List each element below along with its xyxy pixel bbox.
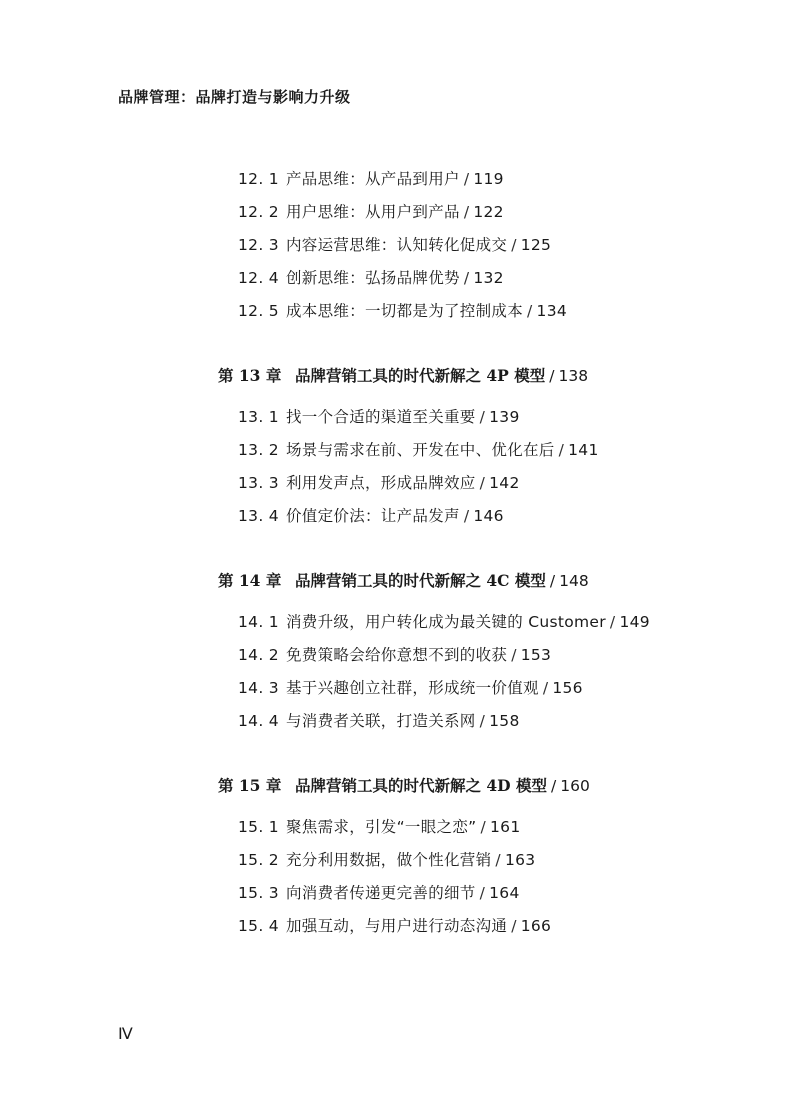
page-number: 163 <box>504 851 536 869</box>
page-number: 149 <box>619 613 650 631</box>
toc-entry-15-2[interactable] <box>238 848 535 870</box>
toc-entry-12-4[interactable] <box>238 266 504 288</box>
chapter-label: 第 15 章 <box>218 776 282 795</box>
chapter-label: 第 14 章 <box>218 571 282 590</box>
page-separator: / <box>495 851 501 869</box>
page-number: 139 <box>489 408 520 426</box>
page-separator: / <box>479 884 486 902</box>
section-number: 13. 2 <box>238 441 279 459</box>
section-title: 向消费者传递更完善的细节 <box>286 884 476 902</box>
toc-entry-15-4[interactable] <box>238 914 551 936</box>
section-number: 12. 5 <box>238 302 279 320</box>
page-separator: / <box>549 572 556 590</box>
section-title: 场景与需求在前、开发在中、优化在后 <box>286 441 555 459</box>
page-number: 141 <box>568 441 599 459</box>
page-number: 160 <box>560 777 590 795</box>
section-number: 14. 4 <box>238 712 279 730</box>
toc-entry-13-2[interactable] <box>238 438 599 460</box>
section-title: 加强互动，与用户进行动态沟通 <box>286 917 508 935</box>
page-number: 158 <box>489 712 520 730</box>
toc-entry-14-3[interactable] <box>238 676 583 698</box>
section-number: 15. 4 <box>238 917 279 935</box>
page-separator: / <box>463 269 470 287</box>
section-number: 12. 4 <box>238 269 279 287</box>
page-separator: / <box>479 474 486 492</box>
section-number: 14. 3 <box>238 679 279 697</box>
section-title: 内容运营思维：认知转化促成交 <box>286 236 508 254</box>
section-title: 成本思维：一切都是为了控制成本 <box>286 302 524 320</box>
section-title: 价值定价法：让产品发声 <box>286 507 460 525</box>
page-separator: / <box>511 236 517 254</box>
page-number: 146 <box>473 507 504 525</box>
page-number: 138 <box>558 367 589 385</box>
toc-entry-14-1[interactable] <box>238 610 650 632</box>
section-title: 利用发声点，形成品牌效应 <box>286 474 476 492</box>
page-number: 156 <box>552 679 583 697</box>
section-title: 产品思维：从产品到用户 <box>286 170 460 188</box>
page-separator: / <box>551 777 557 795</box>
chapter-title: 品牌营销工具的时代新解之 4C 模型 <box>295 571 546 590</box>
chapter-title: 品牌营销工具的时代新解之 4D 模型 <box>295 776 548 795</box>
section-title: 消费升级，用户转化成为最关键的 Customer <box>286 613 606 631</box>
section-title: 找一个合适的渠道至关重要 <box>286 408 476 426</box>
page-separator: / <box>549 367 555 385</box>
section-title: 充分利用数据，做个性化营销 <box>286 851 492 869</box>
toc-entry-13-1[interactable] <box>238 405 520 427</box>
page-number: 153 <box>520 646 552 664</box>
section-number: 14. 1 <box>238 613 279 631</box>
section-number: 12. 3 <box>238 236 279 254</box>
page-separator: / <box>463 507 470 525</box>
section-number: 13. 1 <box>238 408 279 426</box>
page-number: 164 <box>489 884 520 902</box>
page-number: 134 <box>536 302 568 320</box>
toc-entry-14-2[interactable] <box>238 643 551 665</box>
section-number: 13. 3 <box>238 474 279 492</box>
page-separator: / <box>463 203 470 221</box>
page-number: 161 <box>490 818 521 836</box>
toc-entry-15-1[interactable] <box>238 815 521 837</box>
page-number: 132 <box>473 269 504 287</box>
section-number: 14. 2 <box>238 646 279 664</box>
page-separator: / <box>463 170 470 188</box>
page-number: 166 <box>520 917 552 935</box>
section-number: 12. 2 <box>238 203 279 221</box>
page-number: 125 <box>520 236 552 254</box>
page-separator: / <box>511 917 517 935</box>
toc-chapter-15[interactable] <box>218 774 590 796</box>
toc-entry-12-5[interactable] <box>238 299 567 321</box>
toc-entry-13-3[interactable] <box>238 471 520 493</box>
page-separator: / <box>479 408 486 426</box>
running-head: 品牌管理：品牌打造与影响力升级 <box>118 88 351 106</box>
toc-entry-12-3[interactable] <box>238 233 551 255</box>
toc-entry-12-2[interactable] <box>238 200 504 222</box>
toc-entry-13-4[interactable] <box>238 504 504 526</box>
toc-entry-14-4[interactable] <box>238 709 520 731</box>
section-number: 15. 3 <box>238 884 279 902</box>
section-title: 基于兴趣创立社群，形成统一价值观 <box>286 679 539 697</box>
section-number: 15. 1 <box>238 818 279 836</box>
chapter-label: 第 13 章 <box>218 366 282 385</box>
page-separator: / <box>542 679 549 697</box>
chapter-title: 品牌营销工具的时代新解之 4P 模型 <box>295 366 546 385</box>
section-title: 免费策略会给你意想不到的收获 <box>286 646 508 664</box>
page-number: 119 <box>473 170 504 188</box>
page-separator: / <box>479 712 486 730</box>
section-number: 12. 1 <box>238 170 279 188</box>
section-number: 15. 2 <box>238 851 279 869</box>
page-separator: / <box>609 613 616 631</box>
page-separator: / <box>511 646 517 664</box>
section-title: 与消费者关联，打造关系网 <box>286 712 476 730</box>
toc-entry-15-3[interactable] <box>238 881 520 903</box>
page-separator: / <box>480 818 486 836</box>
page-separator: / <box>527 302 533 320</box>
section-number: 13. 4 <box>238 507 279 525</box>
section-title: 创新思维：弘扬品牌优势 <box>286 269 460 287</box>
section-title: 用户思维：从用户到产品 <box>286 203 460 221</box>
toc-chapter-14[interactable] <box>218 569 589 591</box>
page-separator: / <box>558 441 565 459</box>
page-folio: Ⅳ <box>118 1024 133 1043</box>
toc-chapter-13[interactable] <box>218 364 588 386</box>
section-title: 聚焦需求，引发“一眼之恋” <box>286 818 477 836</box>
page-number: 122 <box>473 203 504 221</box>
toc-entry-12-1[interactable] <box>238 167 504 189</box>
page-number: 142 <box>489 474 520 492</box>
page-number: 148 <box>559 572 589 590</box>
